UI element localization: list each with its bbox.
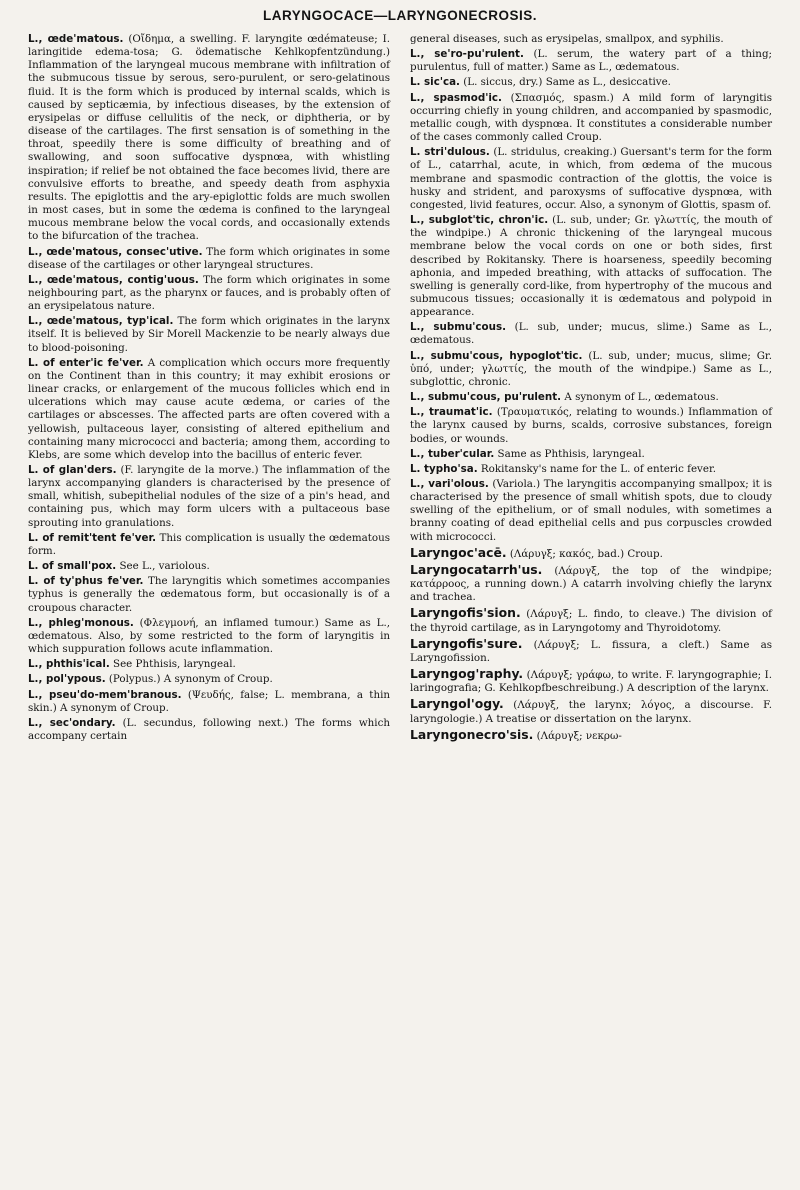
entry-definition: (Τραυματικός, relating to wounds.) Inflammation of the larynx caused by burns, scalds, corrosive substances, foreign bodies, or wounds. (410, 406, 772, 445)
dictionary-entry (410, 48, 772, 74)
entry-definition: (Λάρυγξ; κακός, bad.) Croup. (506, 547, 663, 560)
two-column-body (28, 33, 772, 745)
dictionary-entry (28, 575, 390, 614)
entry-headword: L., phthis'ical. (28, 658, 110, 671)
entry-headword: Laryngol'ogy. (410, 696, 504, 712)
entry-definition: (Οἴδημα, a swelling. F. laryngite œdémateuse; I. laringitide edema-tosa; G. ödematische Kehlkopfentzündung.) Inflammation of the laryngeal mucous membrane with infiltration of the submucous tissue by serous, sero-purulent, or sero-gelatinous fluid. It is the form which is produced by internal scalds, which is caused by septicæmia, by infectious diseases, by the extension of erysipelas or diffuse cellulitis of the neck, or diphtheria, or by disease of the cartilages. The first sensation is of something in the throat, speedily there is some difficulty of breathing and of swallowing, and soon suffocative dyspnœa, with whistling inspiration; if relief be not obtained the face becomes livid, there are convulsive efforts to breathe, and speedy death from asphyxia results. The epiglottis and the ary-epiglottic folds are much swollen in most cases, but in some the œdema is confined to the laryngeal mucous membrane below the vocal cords, and occasionally extends to the bifurcation of the trachea. (28, 33, 390, 243)
entry-definition: (L. stridulus, creaking.) Guersant's term for the form of L., catarrhal, acute, in which, from œdema of the mucous membrane and spasmodic contraction of the glottis, the voice is husky and strident, and paroxysms of suffocative dyspnœa, with congested, livid features, occur. Also, a synonym of Glottis, spasm of. (410, 146, 772, 211)
entry-definition: (L. sub, under; Gr. γλωττίς, the mouth of the windpipe.) A chronic thickening of the laryngeal mucous membrane below the vocal cords on one or both sides, first described by Rokitansky. There is hoarseness, speedily becoming aphonia, and impeded breathing, with attacks of suffocation. The swelling is generally cord-like, from hypertrophy of the mucous and submucous tissues; occasionally it is œdematous and polypoid in appearance. (410, 214, 772, 319)
entry-definition: (Λάρυγξ, the larynx; λόγος, a discourse. F. laryngologie.) A treatise or dissertation on the larynx. (410, 699, 772, 725)
entry-headword: L., traumat'ic. (410, 406, 493, 419)
dictionary-entry (410, 606, 772, 634)
entry-headword: L. of remit'tent fe'ver. (28, 531, 156, 544)
entry-headword: Laryngog'raphy. (410, 666, 524, 682)
dictionary-entry (28, 673, 390, 686)
dictionary-entry (28, 315, 390, 354)
entry-headword: L. of small'pox. (28, 560, 117, 573)
entry-headword: L., submu'cous, hypoglot'tic. (410, 349, 583, 362)
entry-definition: (Λάρυγξ; L. fissura, a cleft.) Same as Laryngofission. (410, 638, 772, 664)
entry-definition: The laryngitis which sometimes accompanies typhus is generally the œdematous form, but occasionally is of a croupous character. (28, 575, 390, 614)
entry-headword: L., œde'matous, consec'utive. (28, 245, 203, 258)
entry-headword: L., œde'matous, typ'ical. (28, 315, 174, 328)
dictionary-entry (28, 464, 390, 530)
dictionary-entry (410, 546, 772, 561)
entry-headword: Laryngonecro'sis. (410, 726, 534, 742)
entry-headword: L., subglot'tic, chron'ic. (410, 214, 549, 227)
entry-definition: (L. secundus, following next.) The forms which accompany certain (28, 716, 390, 742)
entry-headword: L., sec'ondary. (28, 716, 116, 729)
right-column (410, 33, 772, 745)
entry-definition: (Variola.) The laryngitis accompanying smallpox; it is characterised by the presence of small whitish spots, due to cloudy swelling of the epithelium, or of small nodules, with sometimes a branny coating of dead epithelial cells and pus corpuscles crowded with micrococci. (410, 478, 772, 543)
dictionary-entry (410, 667, 772, 695)
dictionary-entry (410, 146, 772, 212)
dictionary-entry (410, 33, 772, 46)
dictionary-entry (410, 92, 772, 145)
entry-definition: The form which originates in some neighbouring part, as the pharynx or fauces, and is probably often of an erysipelatous nature. (28, 273, 390, 313)
dictionary-entry (410, 76, 772, 89)
dictionary-entry (410, 637, 772, 665)
entry-definition: (L. sub, under; mucus, slime; Gr. ὑπό, under; γλωττίς, the mouth of the windpipe.) Same as L., subglottic, chronic. (410, 349, 772, 388)
entry-definition: (L. serum, the watery part of a thing; purulentus, full of matter.) Same as L., œdematous. (410, 48, 773, 74)
dictionary-entry (410, 448, 772, 461)
entry-definition: (Ψευδής, false; L. membrana, a thin skin.) A synonym of Croup. (28, 688, 390, 714)
dictionary-entry (28, 532, 390, 558)
entry-headword: L. sic'ca. (410, 76, 460, 89)
entry-headword: Laryngofis'sure. (410, 635, 523, 651)
dictionary-entry (28, 658, 390, 671)
entry-definition: Same as Phthisis, laryngeal. (494, 447, 645, 460)
entry-definition: (Λάρυγξ; γράφω, to write. F. laryngographie; I. laringografia; G. Kehlkopfbeschreibung.) A description of the larynx. (410, 669, 772, 695)
running-header: LARYNGOCACE—LARYNGONECROSIS. (262, 8, 537, 23)
entry-definition: (Λάρυγξ; νεκρω- (533, 729, 622, 742)
entry-definition: (F. laryngite de la morve.) The inflammation of the larynx accompanying glanders is characterised by the presence of small, whitish, subepithelial nodules of the size of a pin's head, and containing pus, which may form ulcers with a pultaceous base sprouting into granulations. (28, 464, 390, 529)
dictionary-entry (28, 717, 390, 743)
entry-headword: L., submu'cous, pu'rulent. (410, 391, 562, 404)
entry-headword: L., phleg'monous. (28, 616, 134, 629)
entry-definition: (Λάρυγξ, the top of the windpipe; κατάρροος, a running down.) A catarrh involving chiefly the larynx and trachea. (410, 564, 772, 604)
entry-definition: (Polypus.) A synonym of Croup. (105, 673, 273, 686)
dictionary-entry (410, 321, 772, 347)
entry-definition: (L. siccus, dry.) Same as L., desiccative. (459, 76, 671, 89)
dictionary-entry (410, 350, 772, 389)
entry-headword: L. of ty'phus fe'ver. (28, 575, 144, 588)
dictionary-entry (28, 274, 390, 313)
entry-headword: L., pol'ypous. (28, 673, 106, 686)
left-column (28, 33, 390, 745)
dictionary-entry (410, 406, 772, 445)
entry-headword: Laryngoc'acē. (410, 544, 507, 560)
entry-definition: A synonym of L., œdematous. (561, 391, 719, 404)
dictionary-entry (28, 246, 390, 272)
dictionary-entry (28, 617, 390, 656)
entry-definition: See L., variolous. (116, 560, 210, 573)
entry-headword: Laryngofis'sion. (410, 605, 521, 621)
dictionary-entry (410, 214, 772, 319)
entry-definition: (Λάρυγξ; L. findo, to cleave.) The division of the thyroid cartilage, as in Laryngotomy and Thyroidotomy. (410, 608, 772, 634)
entry-headword: L. typho'sa. (410, 462, 478, 475)
entry-headword: L., tuber'cular. (410, 447, 495, 460)
dictionary-entry (28, 357, 390, 462)
entry-headword: L., submu'cous. (410, 321, 506, 334)
entry-definition: general diseases, such as erysipelas, smallpox, and syphilis. (410, 33, 724, 45)
dictionary-entry (410, 391, 772, 404)
entry-definition: (Φλεγμονή, an inflamed tumour.) Same as L., œdematous. Also, by some restricted to the form of laryngitis in which suppuration follows acute inflammation. (28, 616, 390, 656)
entry-definition: This complication is usually the œdematous form. (28, 531, 390, 557)
entry-definition: The form which originates in the larynx itself. It is believed by Sir Morell Mackenzie to be nearly always due to blood-poisoning. (28, 315, 390, 354)
entry-headword: L., œde'matous, contig'uous. (28, 273, 199, 286)
dictionary-entry (28, 560, 390, 573)
dictionary-entry (410, 728, 772, 743)
entry-headword: L., vari'olous. (410, 478, 489, 490)
entry-definition: The form which originates in some disease of the cartilages or other laryngeal structures. (28, 245, 390, 271)
entry-headword: L. of enter'ic fe'ver. (28, 356, 144, 369)
entry-headword: L., spasmod'ic. (410, 91, 502, 104)
entry-headword: Laryngocatarrh'us. (410, 561, 543, 577)
entry-definition: (Σπασμός, spasm.) A mild form of laryngitis occurring chiefly in young children, and accompanied by spasmodic, metallic cough, with dyspnœa. It constitutes a considerable number of the cases commonly called Croup. (410, 91, 772, 144)
entry-headword: L., se'ro-pu'rulent. (410, 48, 524, 61)
dictionary-entry (410, 563, 772, 604)
dictionary-entry (410, 478, 772, 544)
dictionary-entry (410, 697, 772, 725)
entry-definition: A complication which occurs more frequently on the Continent than in this country; it may exhibit erosions or linear cracks, or enlargement of the mucous follicles which end in ulcerations which may cause acute œdema, or caries of the cartilages or abscesses. The affected parts are often covered with a yellowish, pultaceous layer, consisting of altered epithelium and containing many micrococci and bacteria; among them, according to Klebs, are some which develop into the bacillus of enteric fever. (28, 356, 390, 461)
dictionary-entry (28, 33, 390, 244)
entry-headword: L., pseu'do-mem'branous. (28, 688, 182, 701)
dictionary-entry (410, 463, 772, 476)
entry-definition: (L. sub, under; mucus, slime.) Same as L., œdematous. (410, 321, 772, 347)
entry-headword: L. of glan'ders. (28, 464, 117, 476)
entry-headword: L., œde'matous. (28, 33, 124, 45)
dictionary-entry (28, 689, 390, 715)
entry-definition: Rokitansky's name for the L. of enteric fever. (477, 462, 717, 475)
entry-definition: See Phthisis, laryngeal. (109, 658, 236, 671)
entry-headword: L. stri'dulous. (410, 146, 490, 159)
